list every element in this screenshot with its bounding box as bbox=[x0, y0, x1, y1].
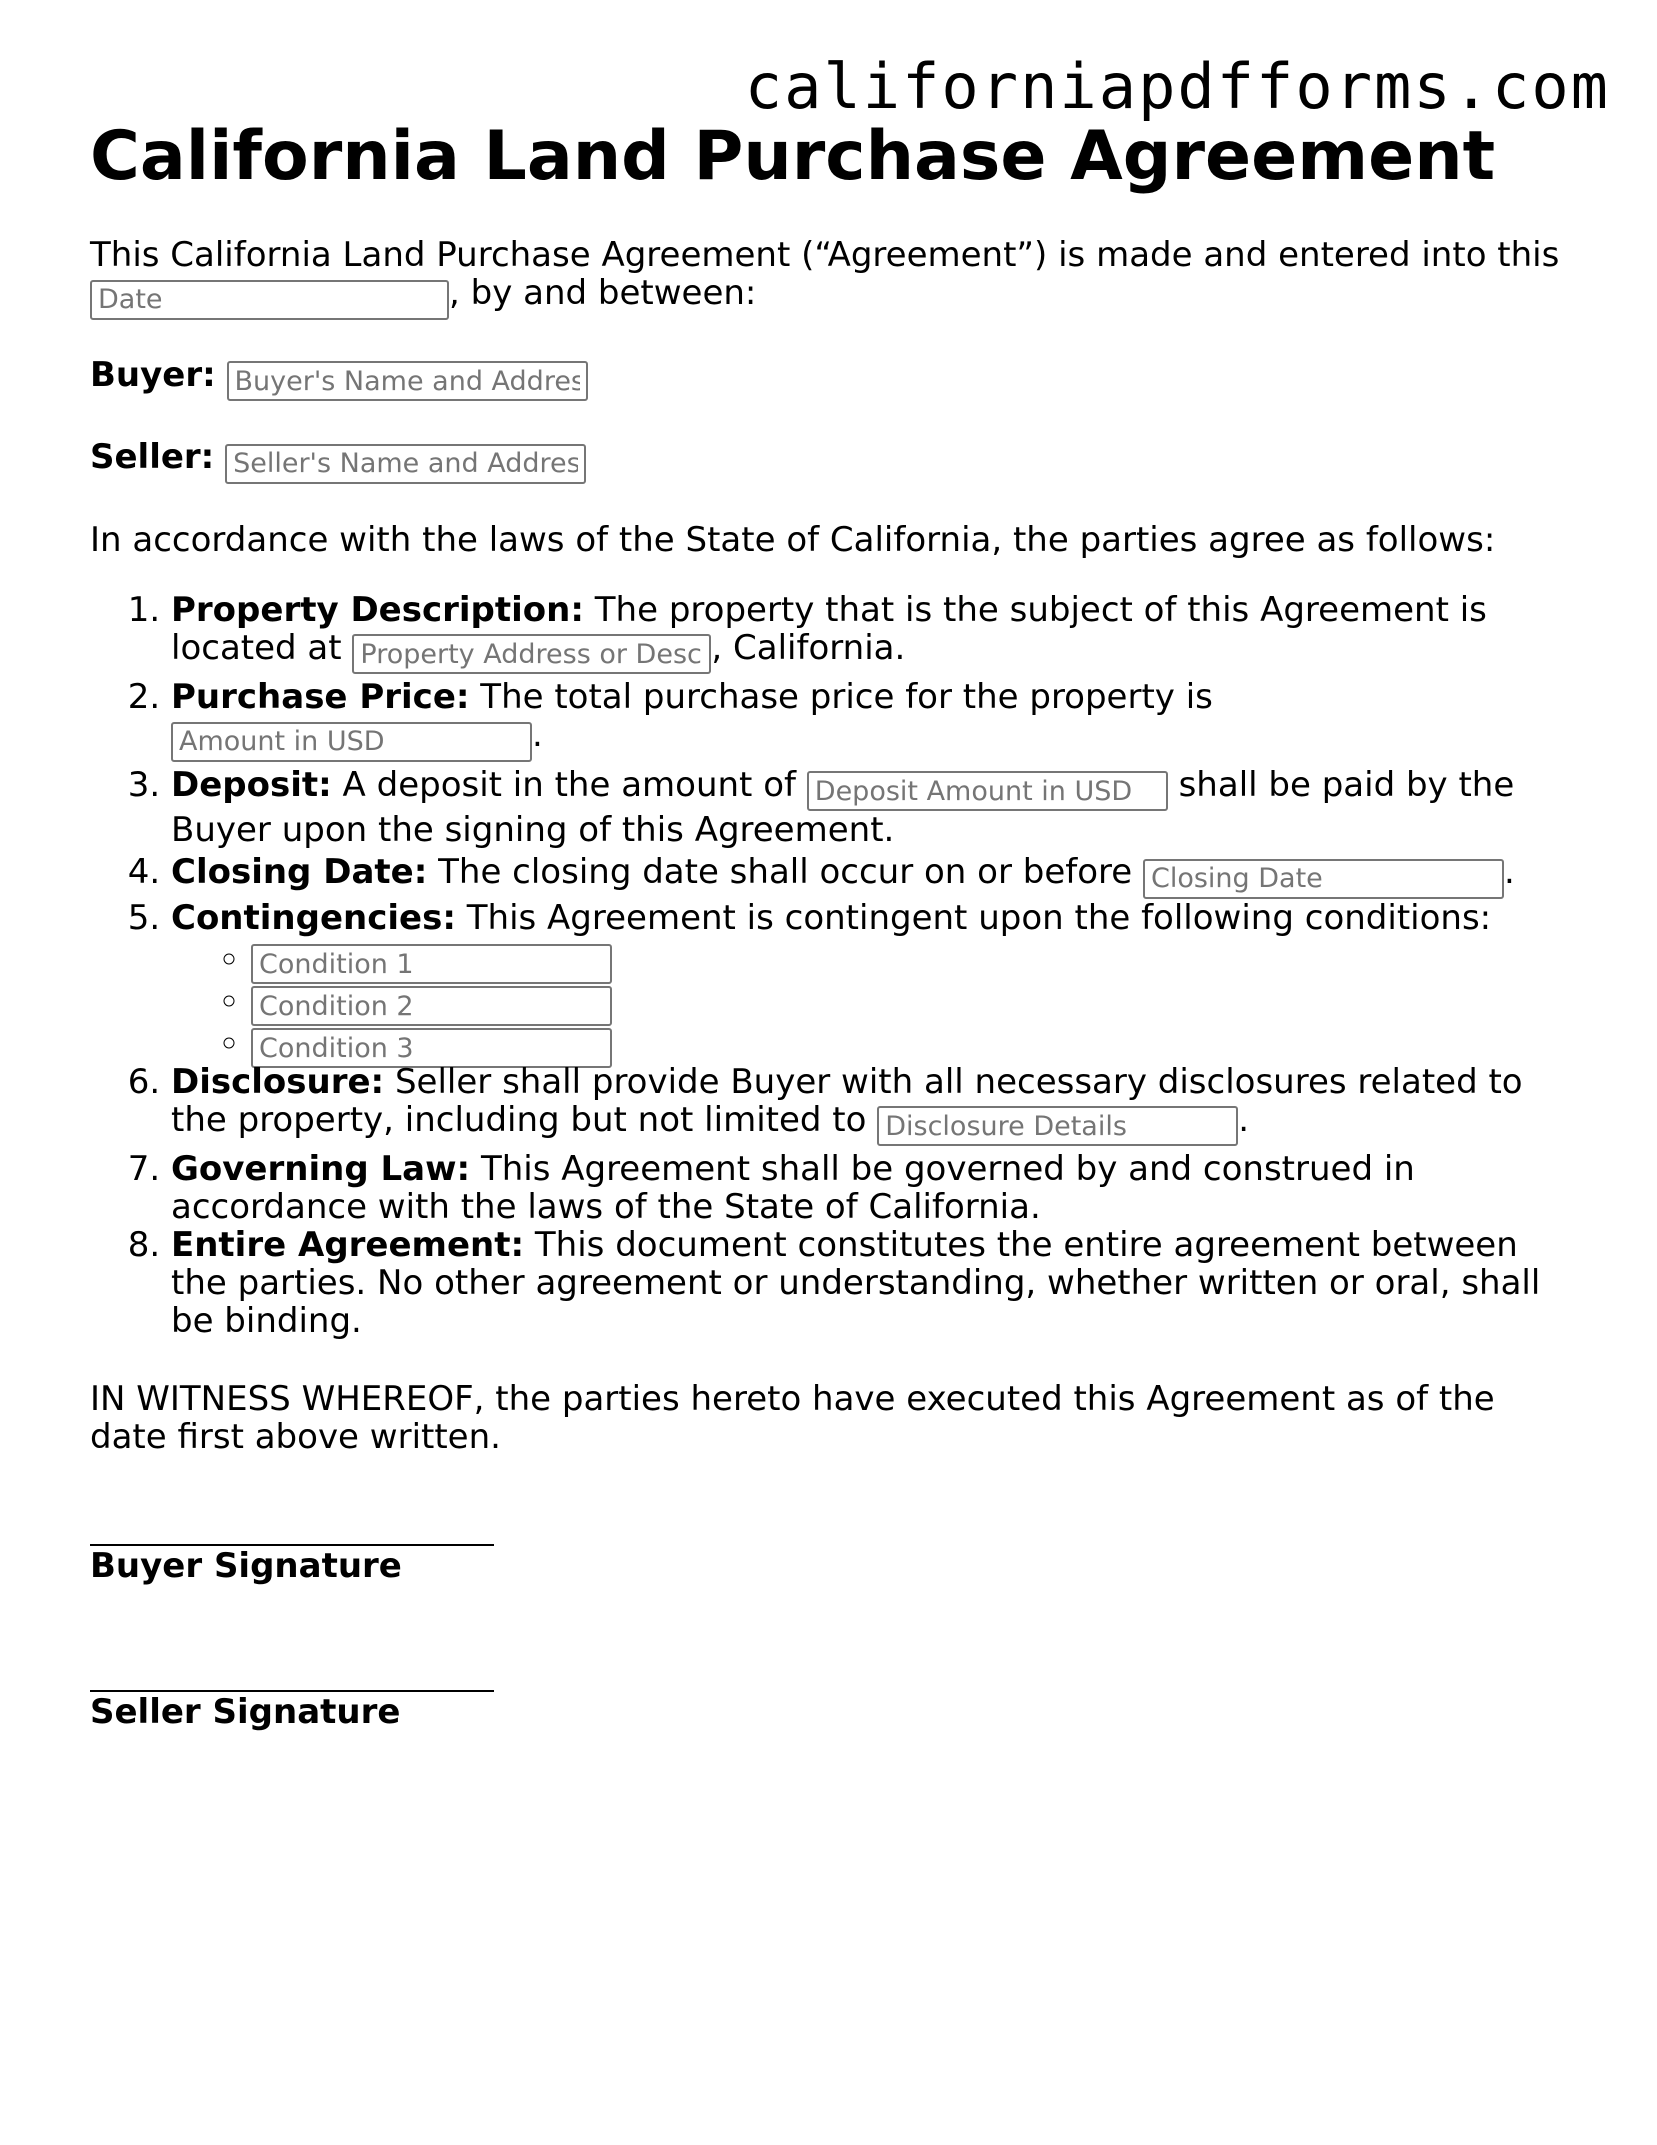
condition-item bbox=[251, 937, 1570, 979]
term-text: The total purchase price for the property is bbox=[480, 677, 1213, 717]
term-suffix: . bbox=[1503, 852, 1515, 892]
term-governing-law bbox=[171, 1150, 1570, 1226]
witness-paragraph: IN WITNESS WHEREOF, the parties hereto have executed this Agreement as of the date first above written. bbox=[90, 1379, 1495, 1457]
agreement-body bbox=[90, 236, 1570, 1800]
term-text: This Agreement is contingent upon the following conditions: bbox=[466, 897, 1492, 938]
seller-name-address-input[interactable] bbox=[225, 444, 586, 484]
term-label: Property Description: bbox=[171, 589, 584, 630]
term-suffix: . bbox=[1238, 1099, 1250, 1140]
condition-item bbox=[251, 979, 1570, 1021]
term-label: Purchase Price: bbox=[171, 677, 470, 717]
agreement-date-input[interactable] bbox=[90, 280, 449, 320]
terms-list bbox=[90, 591, 1570, 1341]
term-suffix: . bbox=[532, 715, 543, 755]
buyer-signature-block bbox=[90, 1508, 1570, 1586]
intro-suffix: , by and between: bbox=[449, 273, 757, 313]
buyer-signature-label: Buyer Signature bbox=[90, 1546, 402, 1586]
term-entire-agreement bbox=[171, 1226, 1570, 1340]
term-label: Contingencies: bbox=[171, 897, 456, 938]
term-text: Seller shall provide Buyer with all necessary disclosures related to the property, including but not limited to bbox=[171, 1061, 1523, 1140]
term-contingencies bbox=[171, 899, 1570, 1063]
term-label: Governing Law: bbox=[171, 1149, 471, 1189]
intro-text: This California Land Purchase Agreement (“Agreement”) is made and entered into this bbox=[90, 235, 1560, 275]
term-text: This Agreement shall be governed by and construed in accordance with the laws of the State of California. bbox=[171, 1149, 1415, 1227]
seller-signature-block bbox=[90, 1654, 1570, 1732]
term-property-description bbox=[171, 591, 1570, 675]
term-text: The closing date shall occur on or before bbox=[438, 852, 1133, 892]
term-label: Deposit: bbox=[171, 764, 332, 805]
conditions-list bbox=[171, 937, 1570, 1063]
term-text: A deposit in the amount of bbox=[342, 764, 796, 805]
closing-date-input[interactable] bbox=[1143, 859, 1504, 899]
term-label: Closing Date: bbox=[171, 852, 428, 892]
deposit-amount-input[interactable] bbox=[807, 771, 1168, 811]
seller-label: Seller: bbox=[90, 437, 215, 477]
property-address-input[interactable] bbox=[352, 634, 711, 674]
term-deposit bbox=[171, 766, 1570, 850]
term-label: Disclosure: bbox=[171, 1061, 385, 1102]
term-purchase-price bbox=[171, 678, 1570, 762]
terms-lead-paragraph: In accordance with the laws of the State of California, the parties agree as follows: bbox=[90, 519, 1496, 560]
term-disclosure bbox=[171, 1063, 1570, 1147]
term-suffix: shall be paid by the Buyer upon the signing of this Agreement. bbox=[171, 764, 1515, 850]
site-watermark: californiapdfforms.com bbox=[744, 50, 1610, 123]
term-label: Entire Agreement: bbox=[171, 1225, 525, 1265]
term-suffix: , California. bbox=[711, 627, 906, 668]
buyer-label: Buyer: bbox=[90, 354, 216, 395]
document-title: California Land Purchase Agreement bbox=[90, 117, 1496, 196]
seller-signature-line[interactable] bbox=[90, 1654, 494, 1692]
term-text: This document constitutes the entire agreement between the parties. No other agreement or understanding, whether written or oral, shall be binding. bbox=[171, 1225, 1541, 1341]
disclosure-details-input[interactable] bbox=[877, 1106, 1238, 1146]
term-closing-date bbox=[171, 853, 1570, 899]
seller-row bbox=[90, 438, 1570, 484]
seller-signature-label: Seller Signature bbox=[90, 1692, 401, 1732]
buyer-row bbox=[90, 356, 1570, 402]
buyer-name-address-input[interactable] bbox=[227, 361, 588, 401]
purchase-price-input[interactable] bbox=[171, 722, 532, 762]
condition-item bbox=[251, 1021, 1570, 1063]
buyer-signature-line[interactable] bbox=[90, 1508, 494, 1546]
term-text: The property that is the subject of this Agreement is located at bbox=[171, 589, 1487, 668]
intro-paragraph bbox=[90, 236, 1570, 320]
